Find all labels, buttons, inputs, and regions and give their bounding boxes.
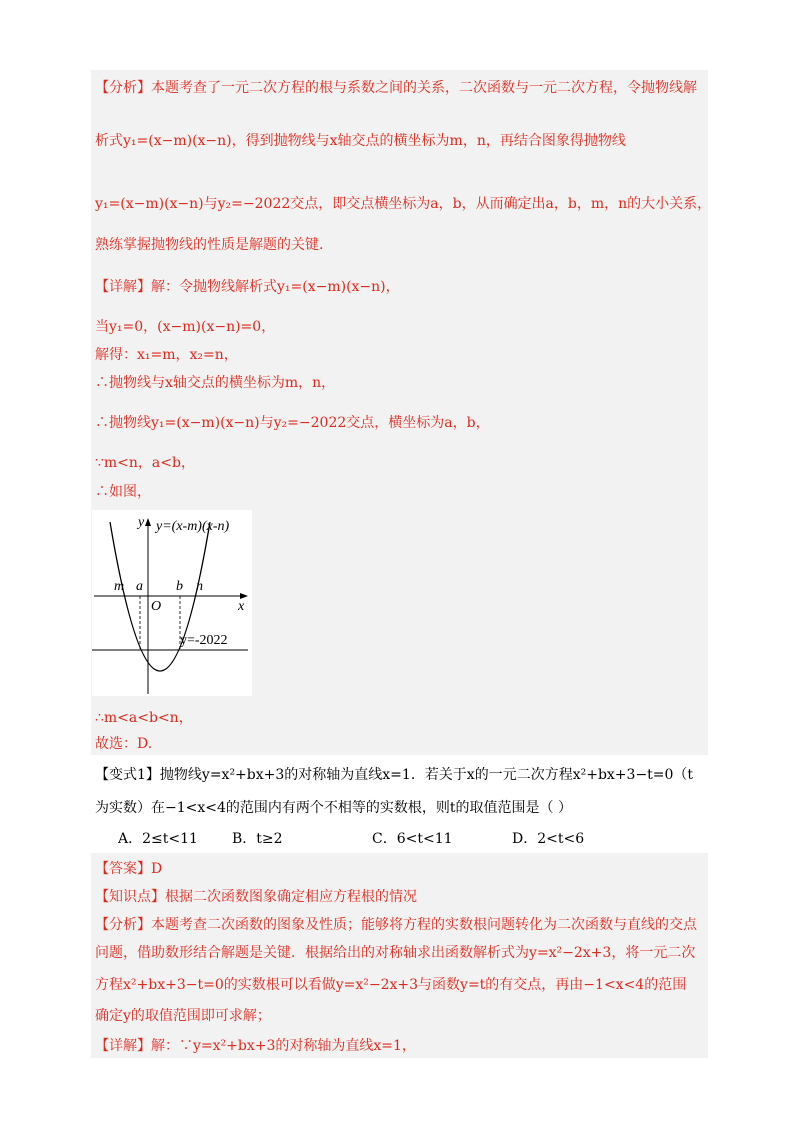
variant-line-1: 【变式1】抛物线y=x²+bx+3的对称轴为直线x=1．若关于x的一元二次方程x²+bx+3−t=0（t <box>95 767 694 783</box>
detail-line-4: ∴抛物线与x轴交点的横坐标为m，n， <box>95 375 336 391</box>
detail-line-5: ∴抛物线y₁=(x−m)(x−n)与y₂=−2022交点，横坐标为a，b， <box>95 415 490 431</box>
detail-line-8: ∴m<a<b<n， <box>95 710 193 726</box>
y-axis-label: y <box>138 515 145 530</box>
analysis-line-2: 析式y₁=(x−m)(x−n)，得到抛物线与x轴交点的横坐标为m，n，再结合图象得抛物线 <box>95 133 626 149</box>
x-axis-label: x <box>238 599 245 614</box>
label-n: n <box>196 579 203 594</box>
parabola-figure <box>92 510 252 696</box>
analysis2-line-2: 问题，借助数形结合解题是关键．根据给出的对称轴求出函数解析式为y=x²−2x+3，将一元二次 <box>95 945 696 961</box>
label-a: a <box>136 579 143 594</box>
option-c: C．6<t<11 <box>372 831 453 847</box>
detail-line-6: ∵m<n，a<b， <box>95 455 195 471</box>
option-b: B．t≥2 <box>232 831 283 847</box>
analysis2-line-1: 【分析】本题考查二次函数的图象及性质；能够将方程的实数根问题转化为二次函数与直线的交点 <box>95 917 697 933</box>
analysis-line-4: 熟练掌握抛物线的性质是解题的关键. <box>95 237 324 253</box>
detail2-line: 【详解】解：∵y=x²+bx+3的对称轴为直线x=1， <box>95 1038 416 1054</box>
analysis-line-3: y₁=(x−m)(x−n)与y₂=−2022交点，即交点横坐标为a，b，从而确定出a，b，m，n的大小关系， <box>95 196 712 212</box>
option-a: A．2≤t<11 <box>118 831 198 847</box>
detail-line-9: 故选：D. <box>95 736 153 752</box>
answer-line: 【答案】D <box>95 861 163 877</box>
detail-line-7: ∴如图， <box>95 484 151 500</box>
detail-line-1: 【详解】解：令抛物线解析式y₁=(x−m)(x−n)， <box>95 279 400 295</box>
detail-line-2: 当y₁=0，(x−m)(x−n)=0， <box>95 319 276 335</box>
analysis2-line-4: 确定y的取值范围即可求解； <box>95 1008 271 1024</box>
variant-line-2: 为实数）在−1<x<4的范围内有两个不相等的实数根，则t的取值范围是（ ） <box>95 800 572 816</box>
label-b: b <box>176 579 183 594</box>
line-label: y=-2022 <box>180 633 228 648</box>
option-d: D．2<t<6 <box>512 831 585 847</box>
analysis2-line-3: 方程x²+bx+3−t=0的实数根可以看做y=x²−2x+3与函数y=t的有交点，再由−1<x<4的范围 <box>95 977 687 993</box>
origin-label: O <box>151 599 162 614</box>
detail-line-3: 解得：x₁=m，x₂=n， <box>95 347 238 363</box>
function-label: y=(x-m)(x-n) <box>156 519 230 534</box>
analysis-line-1: 【分析】本题考查了一元二次方程的根与系数之间的关系，二次函数与一元二次方程，令抛物线解 <box>95 80 697 96</box>
knowledge-line: 【知识点】根据二次函数图象确定相应方程根的情况 <box>95 889 417 905</box>
label-m: m <box>114 579 125 594</box>
